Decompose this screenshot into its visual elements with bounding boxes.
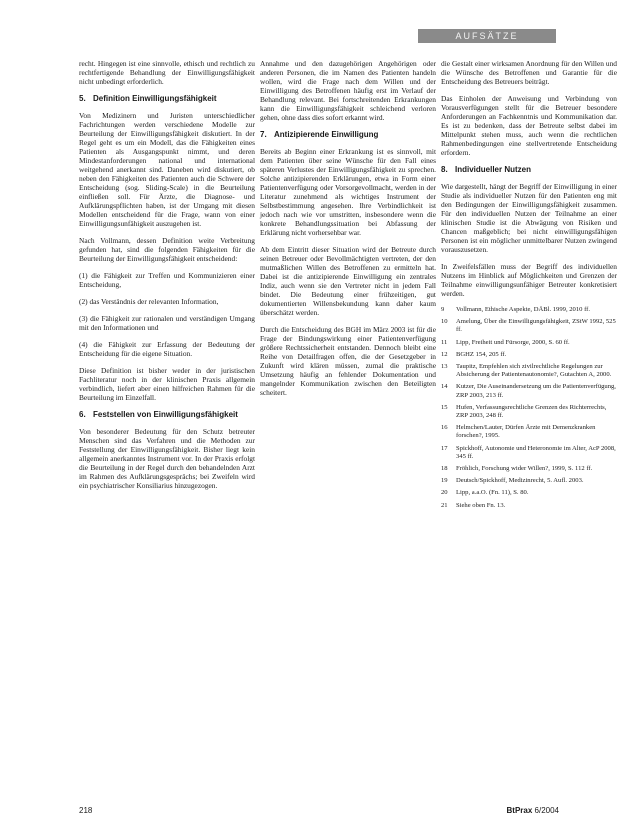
list-item: (3) die Fähigkeit zur rationalen und verständigen Umgang mit den Informationen und — [79, 314, 255, 332]
footnote — [441, 318, 617, 334]
list-item: (2) das Verständnis der relevanten Information, — [79, 297, 219, 306]
paragraph: Ab dem Eintritt dieser Situation wird der Betreute durch seinen Betreuer oder Bevollmächtigten vertreten, der den mutmaßlichen Willen des Betroffenen zu ermitteln hat. Dabei ist die antizipierende Einwilligung ein zentrales Indiz, auch wenn sie den Vertreter nicht in jedem Fall bindet. Die Bedeutung einer frühzeitigen, gut dokumentierten Willensbekundung kann daher kaum überschätzt werden. — [260, 245, 436, 317]
section-heading-6: 6. Feststellen von Einwilligungsfähigkeit — [79, 410, 238, 419]
paragraph: Von Medizinern und Juristen unterschiedlicher Fachrichtungen werden verschiedene Modelle zur Beurteilung der Einwilligungsfähigkeit diskutiert. In der Regel geht es um ein Modell, das die Fähigkeiten eines Patienten als Ausgangspunkt nimmt, und deren Mindestanforderungen national und international weitgehend anerkannt sind. Daneben wird diskutiert, ob neben den Fähigkeiten des Patienten auch die Schwere der Entscheidung (sog. Sliding-Scale) in die Beurteilung einfließen soll. Für Ärzte, die Diagnose- und Aufklärungspflichten haben, ist der Umgang mit diesen Modellen entscheidend für die Frage, wann von einer Einwilligungsunfähigkeit auszugehen ist. — [79, 111, 255, 228]
footnote — [441, 502, 617, 510]
footnote-number: 11 — [441, 338, 448, 346]
paragraph: Durch die Entscheidung des BGH im März 2003 ist für die Frage der Bindungswirkung einer Patientenverfügung größere Rechtssicherheit entstanden. Dennoch bleibt eine Reihe von Detailfragen offen, die der Gesetzgeber in Zukunft wird klären müssen, zumal die praktische Umsetzung häufig an fehlender Dokumentation und mangelnder Kommunikation zwischen den Beteiligten scheitert. — [260, 325, 436, 397]
footnote-number: 21 — [441, 501, 448, 509]
column-1 — [79, 59, 255, 498]
paragraph: Von besonderer Bedeutung für den Schutz betreuter Menschen sind das Verfahren und die Methoden zur Feststellung der Einwilligungsfähigkeit. Bisher liegt kein allgemein anerkanntes Instrument vor. In der Praxis erfolgt die Beurteilung in der Regel durch den behandelnden Arzt im Rahmen des Aufklärungsgesprächs; bei Zweifeln wird ein psychiatrischer Konsiliarius hinzugezogen. — [79, 427, 255, 490]
footnotes-list — [441, 306, 617, 510]
page-number: 218 — [79, 806, 93, 815]
paragraph: In Zweifelsfällen muss der Begriff des individuellen Nutzens im Hinblick auf Möglichkeiten und Grenzen der Teilnahme einwilligungsunfähiger Betreuter konkretisiert werden. — [441, 262, 617, 298]
footnote-text: Taupitz, Empfehlen sich zivilrechtliche Regelungen zur Absicherung der Patientenautonomie?, Gutachten A, 2000. — [456, 363, 612, 379]
paragraph: die Gestalt einer wirksamen Anordnung für den Willen und die Wünsche des Betroffenen und Garantie für die Entscheidung des Betreuers beiträgt. — [441, 59, 617, 86]
footnote-text: Fröhlich, Forschung wider Willen?, 1999, S. 112 ff. — [456, 465, 593, 473]
footnote — [441, 489, 617, 497]
section-heading-7: 7. Antizipierende Einwilligung — [260, 130, 379, 139]
footnote-text: Amelung, Über die Einwilligungsfähigkeit, ZStW 1992, 525 ff. — [456, 318, 616, 334]
footnote-text: Lipp, a.a.O. (Fn. 11), S. 80. — [456, 489, 529, 497]
footnote — [441, 445, 617, 461]
footnote — [441, 339, 617, 347]
footnote-number: 13 — [441, 363, 448, 371]
footnote — [441, 383, 617, 399]
footnote-number: 16 — [441, 424, 448, 432]
footnote-number: 18 — [441, 465, 448, 473]
footnote-number: 15 — [441, 403, 448, 411]
footnote-number: 19 — [441, 477, 448, 485]
section-heading-5: 5. Definition Einwilligungsfähigkeit — [79, 94, 217, 103]
section-tab: AUFSÄTZE — [418, 29, 556, 43]
footnote-text: Helmchen/Lauter, Dürfen Ärzte mit Demenzkranken forschen?, 1995. — [456, 424, 596, 440]
page-footer — [79, 802, 559, 822]
footnote-text: BGHZ 154, 205 ff. — [456, 350, 507, 358]
footnote-text: Vollmann, Ethische Aspekte, DÄBl. 1999, 2010 ff. — [456, 306, 591, 313]
column-2 — [260, 59, 436, 405]
section-heading-8: 8. Individueller Nutzen — [441, 165, 532, 174]
footnote — [441, 306, 617, 314]
footnote — [441, 424, 617, 440]
footnote-number: 10 — [441, 318, 448, 326]
paragraph: Das Einholen der Anweisung und Verbindung von Vorausverfügungen stellt für die Betreuer besondere Anforderungen an Fachkenntnis und Kommunikation dar. Es ist zu bedenken, dass der Betreute selbst dabei im Mittelpunkt stehen muss, auch wenn die rechtlichen Rahmenbedingungen eine stellvertretende Entscheidung erfordern. — [441, 94, 617, 157]
footnote — [441, 351, 617, 359]
footnote-text: Hufen, Verfassungsrechtliche Grenzen des Richterrechts, ZRP 2003, 248 ff. — [456, 403, 607, 420]
list-item: (1) die Fähigkeit zur Treffen und Kommunizieren einer Entscheidung, — [79, 271, 255, 289]
paragraph: Annahme und den dazugehörigen Angehörigen oder anderen Personen, die im Namen des Patienten handeln wollen, wird die Frage nach dem Willen und der Einwilligung des Betroffenen häufig erst im Verlauf der Behandlung relevant. Bei fortschreitenden Erkrankungen kann die Einwilligungsfähigkeit schleichend verloren gehen, ohne dass dies sofort erkannt wird. — [260, 59, 436, 122]
paragraph: Nach Vollmann, dessen Definition weite Verbreitung gefunden hat, sind die folgenden Fähigkeiten für die Beurteilung der Einwilligungsfähigkeit entscheidend: — [79, 236, 255, 263]
footnote — [441, 465, 617, 473]
footnote-number: 12 — [441, 350, 448, 358]
footnote — [441, 477, 617, 485]
footnote-text: Siehe oben Fn. 13. — [456, 501, 506, 509]
footnote-number: 17 — [441, 444, 448, 452]
paragraph: Bereits ab Beginn einer Erkrankung ist es sinnvoll, mit dem Patienten über seine Wünsche für den Fall eines späteren Verlustes der Einwilligungsfähigkeit zu sprechen. Solche antizipierenden Erklärungen, etwa in Form einer Patientenverfügung oder Vorsorgevollmacht, werden in der Literatur zunehmend als wichtiges Instrument der Selbstbestimmung angesehen. Ihre Verbindlichkeit ist jedoch nach wie vor umstritten, insbesondere wenn die konkrete Behandlungssituation bei Abfassung der Erklärung nicht vorhersehbar war. — [260, 147, 436, 237]
footnote — [441, 404, 617, 420]
footnote-text: Kutzer, Die Auseinandersetzung um die Patientenverfügung, ZRP 2003, 213 ff. — [456, 383, 616, 399]
list-item: (4) die Fähigkeit zur Erfassung der Bedeutung der Entscheidung für die eigene Situation. — [79, 340, 255, 358]
paragraph: Wie dargestellt, hängt der Begriff der Einwilligung in einer Studie als individueller Nutzen für den Patienten eng mit den Bedingungen der Einwilligungsfähigkeit zusammen. Für den individuellen Nutzen der Teilnahme an einer klinischen Studie ist die Abwägung von Risiken und Chancen maßgeblich; bei nicht einwilligungsfähigen Personen ist ein möglicher unmittelbarer Nutzen zwingend vorauszusetzen. — [441, 182, 617, 254]
footnote-text: Lipp, Freiheit und Fürsorge, 2000, S. 60 ff. — [456, 338, 570, 346]
footnote-text: Spickhoff, Autonomie und Heteronomie im Alter, AcP 2008, 345 ff. — [456, 444, 616, 460]
column-3 — [441, 59, 617, 514]
footnote — [441, 363, 617, 379]
footnote-number: 14 — [441, 383, 448, 391]
footnote-number: 20 — [441, 489, 448, 497]
page-header — [0, 0, 619, 47]
paragraph: Diese Definition ist bisher weder in der juristischen Fachliteratur noch in der klinischen Praxis allgemein verbindlich, liefert aber einen hilfreichen Rahmen für die Beurteilung im Einzelfall. — [79, 366, 255, 402]
journal-citation: BtPrax 6/2004 — [506, 806, 559, 815]
footnote-text: Deutsch/Spickhoff, Medizinrecht, 5. Aufl. 2003. — [456, 477, 584, 485]
paragraph: recht. Hingegen ist eine sinnvolle, ethisch und rechtlich zu rechtfertigende Behandlung der Einwilligungsfähigkeit nicht unbedingt erforderlich. — [79, 59, 255, 86]
footnote-number: 9 — [441, 306, 445, 313]
